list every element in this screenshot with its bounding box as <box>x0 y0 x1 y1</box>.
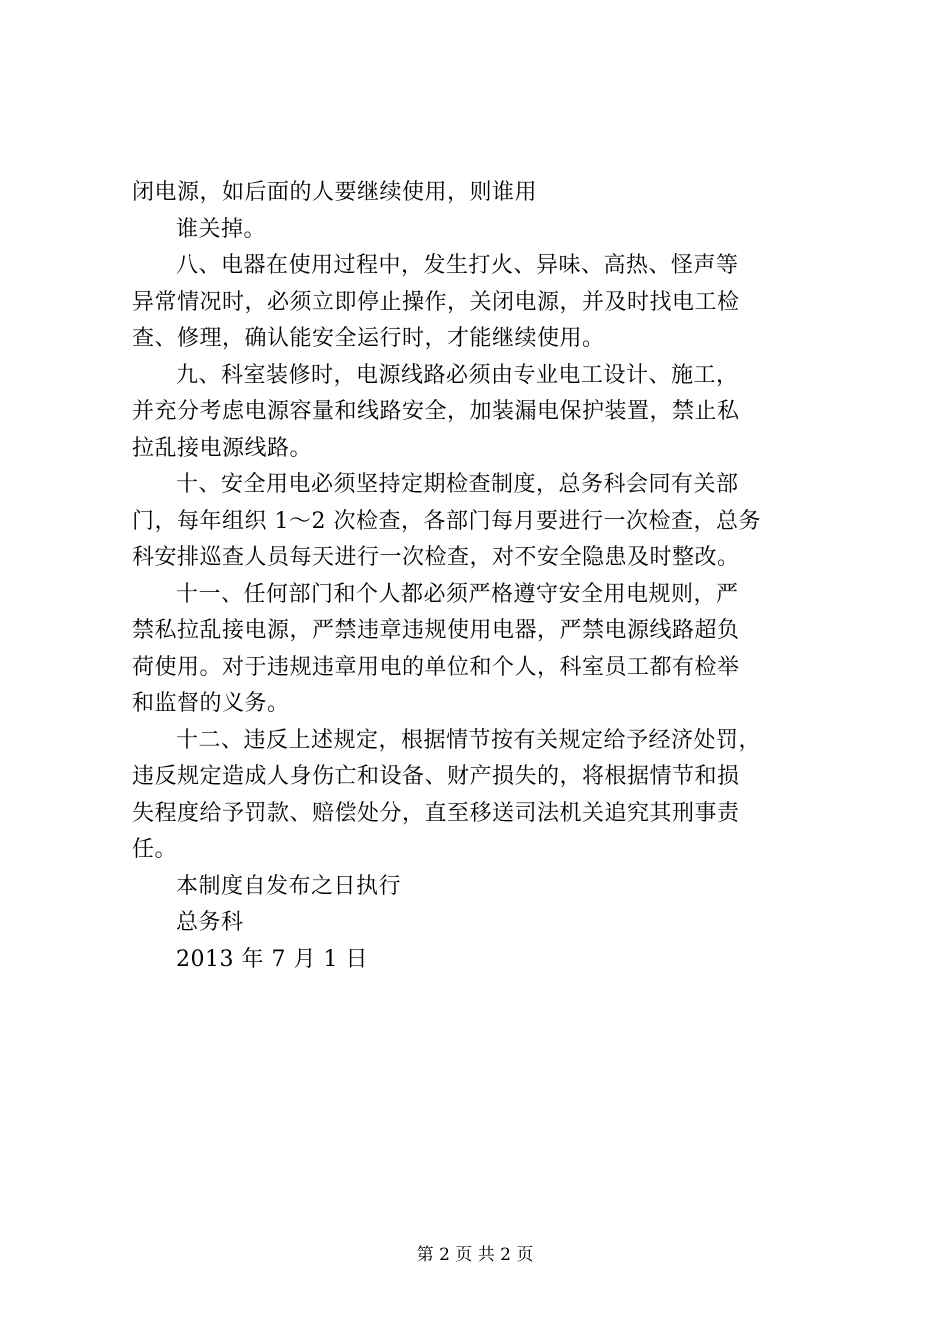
text-line: 失程度给予罚款、赔偿处分，直至移送司法机关追究其刑事责 <box>132 800 740 826</box>
page-number-label: 第 2 页 共 2 页 <box>416 1245 534 1265</box>
text-line: 和监督的义务。 <box>132 691 290 716</box>
text-line: 拉乱接电源线路。 <box>132 435 313 461</box>
text-line: 本制度自发布之日执行 <box>176 873 402 899</box>
text-line: 门，每年组织 1～2 次检查，各部门每月要进行一次检查，总务 <box>132 508 761 534</box>
text-line: 八、电器在使用过程中，发生打火、异味、高热、怪声等 <box>176 253 739 278</box>
text-line: 2013 年 7 月 1 日 <box>176 946 368 972</box>
text-line: 任。 <box>132 837 178 862</box>
text-line: 九、科室装修时，电源线路必须由专业电工设计、施工， <box>176 362 739 388</box>
text-line: 禁私拉乱接电源，严禁违章违规使用电器，严禁电源线路超负 <box>132 618 740 643</box>
text-line: 并充分考虑电源容量和线路安全，加装漏电保护装置，禁止私 <box>132 399 740 424</box>
document-body <box>132 175 832 978</box>
text-line: 查、修理，确认能安全运行时，才能继续使用。 <box>132 326 605 351</box>
text-line: 十、安全用电必须坚持定期检查制度，总务科会同有关部 <box>176 472 739 497</box>
text-line: 总务科 <box>176 910 244 935</box>
text-line: 闭电源，如后面的人要继续使用，则谁用 <box>132 180 538 205</box>
text-line: 十一、任何部门和个人都必须严格遵守安全用电规则，严 <box>176 581 739 607</box>
text-line: 异常情况时，必须立即停止操作，关闭电源，并及时找电工检 <box>132 289 740 315</box>
text-line: 谁关掉。 <box>176 216 267 242</box>
page-footer <box>0 1244 950 1266</box>
text-line: 十二、违反上述规定，根据情节按有关规定给予经济处罚， <box>176 727 762 753</box>
text-line: 荷使用。对于违规违章用电的单位和个人，科室员工都有检举 <box>132 654 740 680</box>
text-line: 违反规定造成人身伤亡和设备、财产损失的，将根据情节和损 <box>132 764 740 789</box>
text-line: 科安排巡查人员每天进行一次检查，对不安全隐患及时整改。 <box>132 545 740 570</box>
